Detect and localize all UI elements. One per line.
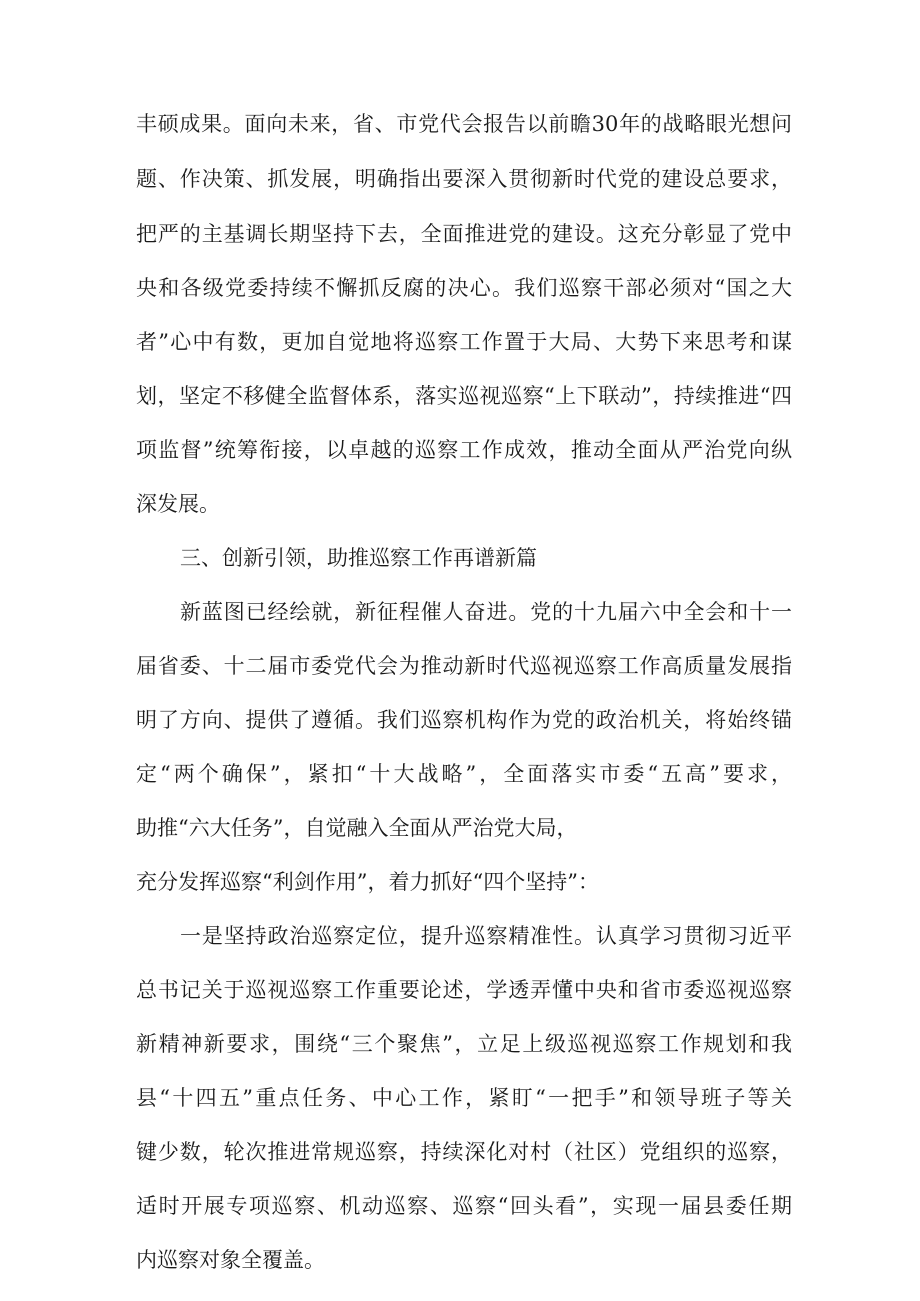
body-text-line: 明了方向、提供了遵循。我们巡察机构作为党的政治机关，将始终锚 (136, 708, 792, 732)
body-text-line: 丰硕成果。面向未来，省、市党代会报告以前瞻30年的战略眼光想问 (136, 112, 792, 136)
body-text-line: 键少数，轮次推进常规巡察，持续深化对村（社区）党组织的巡察， (136, 1140, 792, 1164)
body-text-line: 县“十四五”重点任务、中心工作，紧盯“一把手”和领导班子等关 (136, 1086, 792, 1110)
body-text-line: 划，坚定不移健全监督体系，落实巡视巡察“上下联动”，持续推进“四 (136, 384, 792, 408)
body-text-line: 深发展。 (136, 492, 220, 516)
body-text-line: 总书记关于巡视巡察工作重要论述，学透弄懂中央和省市委巡视巡察 (136, 978, 792, 1002)
body-text-line: 题、作决策、抓发展，明确指出要深入贯彻新时代党的建设总要求， (136, 167, 792, 191)
body-text-line: 项监督”统筹衔接，以卓越的巡察工作成效，推动全面从严治党向纵 (136, 438, 792, 462)
body-text-line: 央和各级党委持续不懈抓反腐的决心。我们巡察干部必须对“国之大 (136, 276, 792, 300)
body-text-line: 内巡察对象全覆盖。 (136, 1248, 325, 1272)
body-text-line: 把严的主基调长期坚持下去，全面推进党的建设。这充分彰显了党中 (136, 222, 792, 246)
body-text-line: 定“两个确保”，紧扣“十大战略”，全面落实市委“五高”要求， (136, 762, 792, 786)
body-text-line: 新精神新要求，围绕“三个聚焦”，立足上级巡视巡察工作规划和我 (136, 1032, 792, 1056)
body-text-line: 届省委、十二届市委党代会为推动新时代巡视巡察工作高质量发展指 (136, 654, 792, 678)
body-text-line: 适时开展专项巡察、机动巡察、巡察“回头看”，实现一届县委任期 (136, 1194, 792, 1218)
body-text-line: 新蓝图已经绘就，新征程催人奋进。党的十九届六中全会和十一 (180, 600, 792, 624)
body-text-line: 一是坚持政治巡察定位，提升巡察精准性。认真学习贯彻习近平 (180, 924, 792, 948)
section-heading: 三、创新引领，助推巡察工作再谱新篇 (180, 546, 537, 570)
body-text-line: 助推“六大任务”，自觉融入全面从严治党大局， (136, 816, 578, 840)
body-text-line: 者”心中有数，更加自觉地将巡察工作置于大局、大势下来思考和谋 (136, 330, 792, 354)
body-text-line: 充分发挥巡察“利剑作用”，着力抓好“四个坚持”： (136, 870, 599, 894)
